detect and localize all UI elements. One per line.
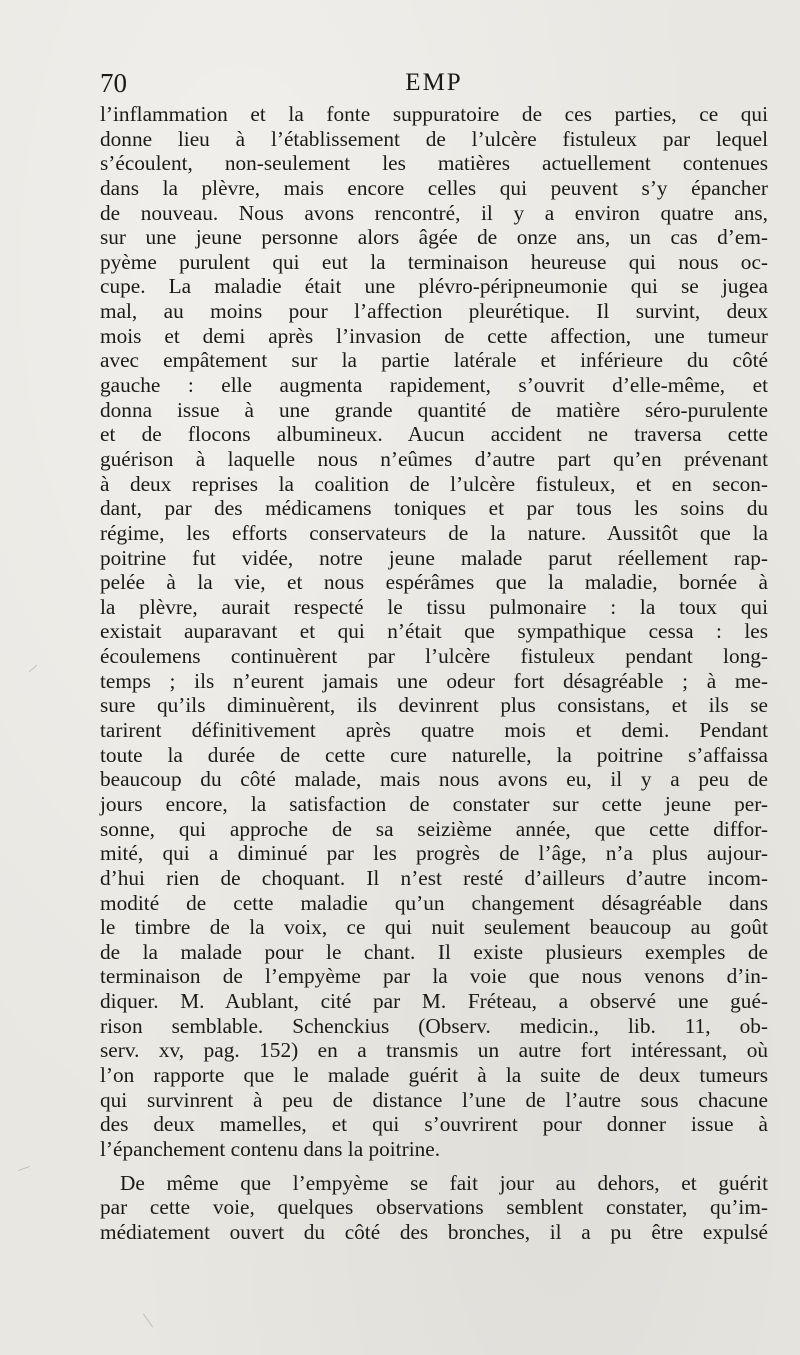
text-line: De même que l’empyème se fait jour au dehors, et guérit (120, 1170, 768, 1195)
text-line: gauche : elle augmenta rapidement, s’ouvrit d’elle-même, et (100, 373, 768, 398)
paper-speck (29, 665, 37, 672)
text-line: terminaison de l’empyème par la voie que nous venons d’in- (100, 964, 768, 989)
paper-speck (18, 1166, 30, 1171)
text-line: rison semblable. Schenckius (Observ. medicin., lib. 11, ob- (100, 1013, 768, 1038)
text-line: écoulemens continuèrent par l’ulcère fistuleux pendant long- (100, 644, 768, 669)
text-line: l’inflammation et la fonte suppuratoire de ces parties, ce qui (100, 102, 768, 126)
text-line: d’hui rien de choquant. Il n’est resté d’ailleurs d’autre incom- (100, 865, 768, 890)
text-line: de nouveau. Nous avons rencontré, il y a environ quatre ans, (100, 200, 768, 225)
page-header (100, 66, 768, 100)
text-line: cupe. La maladie était une plévro-péripneumonie qui se jugea (100, 274, 768, 299)
text-line: beaucoup du côté malade, mais nous avons eu, il y a peu de (100, 767, 768, 792)
text-line: temps ; ils n’eurent jamais une odeur fort désagréable ; à me- (100, 668, 768, 693)
text-line: régime, les efforts conservateurs de la nature. Aussitôt que la (100, 520, 768, 545)
text-line: modité de cette maladie qu’un changement désagréable dans (100, 890, 768, 915)
text-line: pyème purulent qui eut la terminaison heureuse qui nous oc- (100, 249, 768, 274)
page-number: 70 (100, 68, 127, 98)
text-line: des deux mamelles, et qui s’ouvrirent pour donner issue à (100, 1112, 768, 1137)
paper-speck (143, 1314, 153, 1328)
text-line: sur une jeune personne alors âgée de onze ans, un cas d’em- (100, 225, 768, 250)
text-line: à deux reprises la coalition de l’ulcère fistuleux, et en secon- (100, 471, 768, 496)
text-line: sonne, qui approche de sa seizième année, que cette diffor- (100, 816, 768, 841)
running-head: EMP (405, 69, 463, 96)
paragraph-2 (100, 1171, 768, 1245)
text-line: dant, par des médicamens toniques et par tous les soins du (100, 496, 768, 521)
text-line: qui survinrent à peu de distance l’une de l’autre sous chacune (100, 1087, 768, 1112)
text-line: donne lieu à l’établissement de l’ulcère fistuleux par lequel (100, 126, 768, 151)
paragraph-1 (100, 102, 768, 1162)
text-line: donna issue à une grande quantité de matière séro-purulente (100, 397, 768, 422)
text-line: l’épanchement contenu dans la poitrine. (100, 1136, 441, 1161)
text-line: dans la plèvre, mais encore celles qui peuvent s’y épancher (100, 175, 768, 200)
text-line: existait auparavant et qui n’était que sympathique cessa : les (100, 619, 768, 644)
text-line: médiatement ouvert du côté des bronches, il a pu être expulsé (100, 1219, 768, 1244)
body-text (100, 102, 768, 1244)
text-line: jours encore, la satisfaction de constater sur cette jeune per- (100, 791, 768, 816)
text-line: et de flocons albumineux. Aucun accident ne traversa cette (100, 422, 768, 447)
text-line: guérison à laquelle nous n’eûmes d’autre part qu’en prévenant (100, 446, 768, 471)
text-line: mité, qui a diminué par les progrès de l’âge, n’a plus aujour- (100, 841, 768, 866)
text-line: par cette voie, quelques observations semblent constater, qu’im- (100, 1195, 768, 1220)
text-line: sure qu’ils diminuèrent, ils devinrent plus consistans, et ils se (100, 693, 768, 718)
text-line: diquer. M. Aublant, cité par M. Fréteau, a observé une gué- (100, 989, 768, 1014)
text-line: pelée à la vie, et nous espérâmes que la maladie, bornée à (100, 570, 768, 595)
text-line: avec empâtement sur la partie latérale et inférieure du côté (100, 348, 768, 373)
text-line: poitrine fut vidée, notre jeune malade parut réellement rap- (100, 545, 768, 570)
text-line: la plèvre, aurait respecté le tissu pulmonaire : la toux qui (100, 594, 768, 619)
text-line: l’on rapporte que le malade guérit à la suite de deux tumeurs (100, 1062, 768, 1087)
text-line: le timbre de la voix, ce qui nuit seulement beaucoup au goût (100, 915, 768, 940)
text-line: de la malade pour le chant. Il existe plusieurs exemples de (100, 939, 768, 964)
text-line: s’écoulent, non-seulement les matières actuellement contenues (100, 151, 768, 176)
text-line: mois et demi après l’invasion de cette affection, une tumeur (100, 323, 768, 348)
text-line: tarirent définitivement après quatre mois et demi. Pendant (100, 718, 768, 743)
text-line: mal, au moins pour l’affection pleurétique. Il survint, deux (100, 299, 768, 324)
text-line: toute la durée de cette cure naturelle, la poitrine s’affaissa (100, 742, 768, 767)
text-line: serv. xv, pag. 152) en a transmis un autre fort intéressant, où (100, 1038, 768, 1063)
